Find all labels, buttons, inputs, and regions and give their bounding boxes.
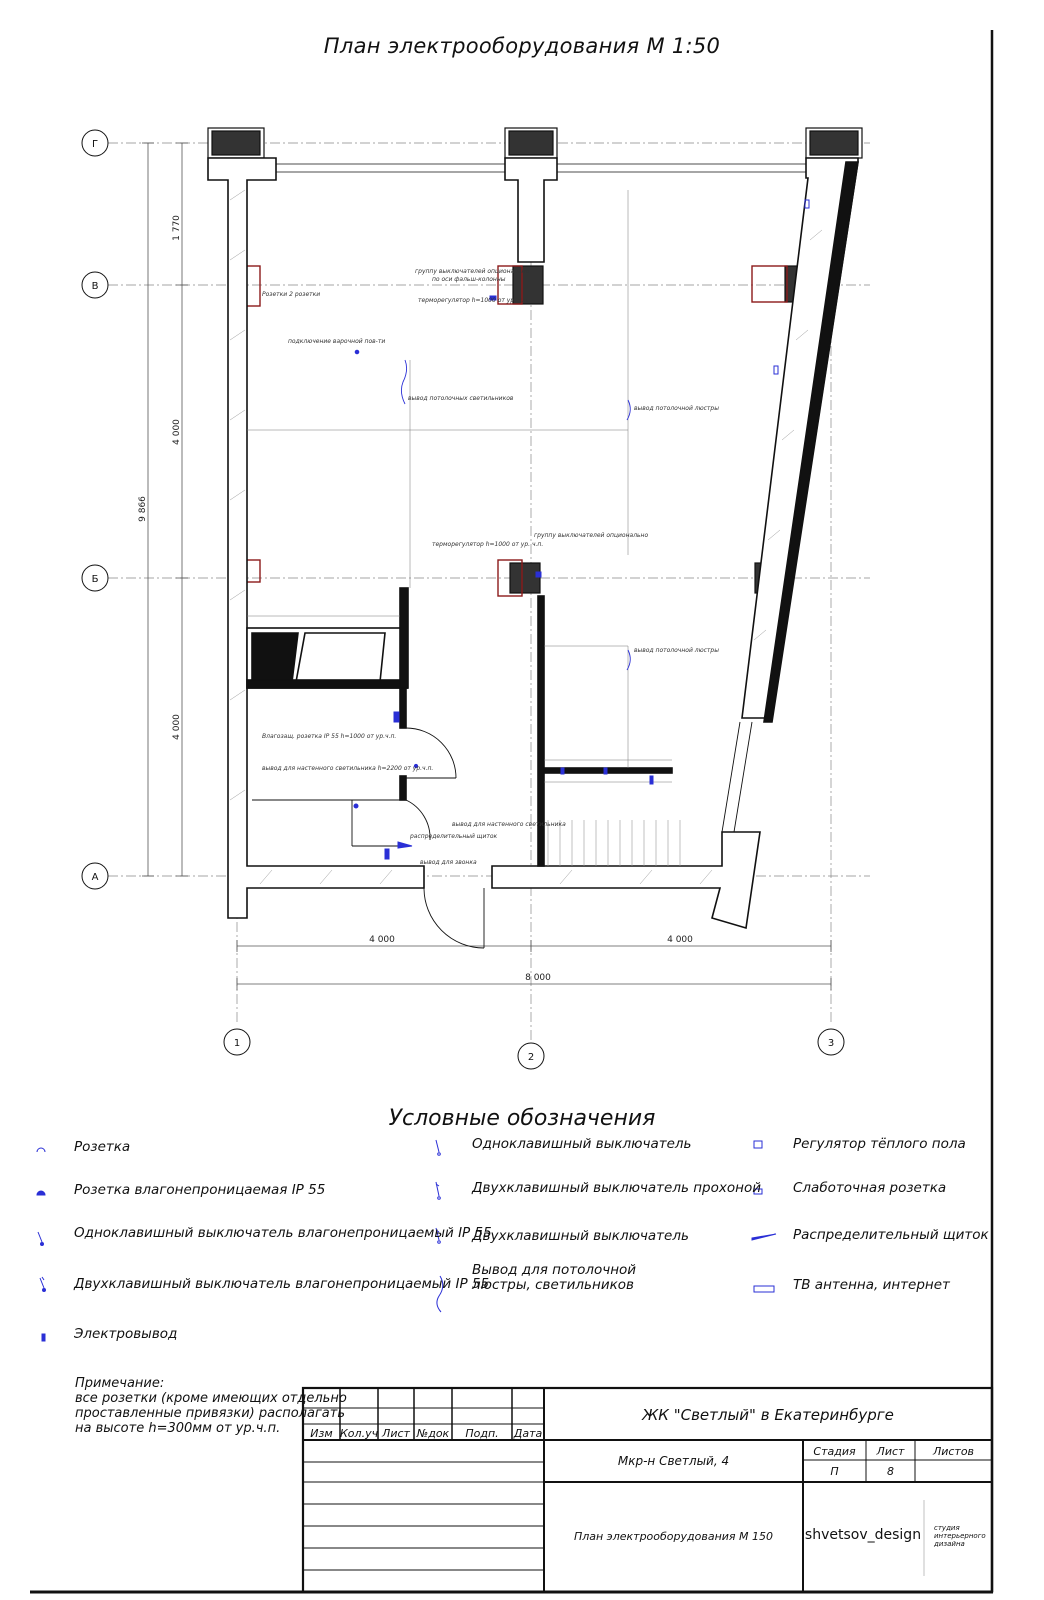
tb-project: ЖК "Светлый" в Екатеринбурге (642, 1406, 894, 1424)
tb-studio-sub: студия интерьерного дизайна (934, 1524, 986, 1548)
tb-col-data: Дата (513, 1427, 543, 1440)
plan-note-panel: распределительный щиток (410, 833, 498, 840)
tb-col-izm: Изм (310, 1427, 333, 1440)
plan-note-cooktop: подключение варочной пов-ти (288, 338, 386, 345)
drawing-title: План электрооборудования М 1:50 (323, 34, 721, 58)
plan-note-thermostat-2: терморегулятор h=1000 от ур. ч.п. (432, 541, 544, 548)
axis-label-1: 1 (233, 1038, 241, 1049)
legend-label-socket: Розетка (74, 1139, 131, 1155)
dim-bottom-total: 8 000 (525, 973, 551, 983)
axis-label-b: Б (91, 574, 99, 585)
tb-col-list: Лист (382, 1427, 410, 1440)
switch-1-ip55-icon (38, 1232, 42, 1242)
note-line-1: все розетки (кроме имеющих отдельно (75, 1391, 347, 1406)
plan-note-sockets: Розетки 2 розетки (262, 291, 321, 298)
tb-stage-value: П (830, 1465, 839, 1478)
tb-col-kolich: Кол.уч (340, 1427, 379, 1440)
plan-note-wall-light-2: вывод для настенного светильника (452, 821, 566, 828)
plan-note-chandelier-1: вывод потолочной люстры (634, 405, 719, 412)
axis-label-v: В (91, 281, 99, 292)
switch-1-icon (436, 1140, 439, 1152)
axis-label-3: 3 (827, 1038, 835, 1049)
tb-sheet-label: Лист (876, 1445, 905, 1458)
legend-label-ceiling-light: Вывод для потолочной люстры, светильников (472, 1262, 637, 1293)
switch-2-ip55-icon (40, 1277, 44, 1288)
socket-ip55-icon (37, 1191, 45, 1195)
axis-label-a: А (91, 872, 99, 883)
legend-label-switch-1-ip55: Одноклавишный выключатель влагонепроницаемый IP 55 (74, 1225, 492, 1241)
tb-stage-label: Стадия (813, 1445, 856, 1458)
dim-bottom-2: 4 000 (667, 935, 693, 945)
socket-icon (37, 1148, 45, 1152)
note-line-2: проставленные привязки) располагать (75, 1406, 345, 1421)
axis-label-g: Г (91, 139, 99, 150)
plan-note-doorbell: вывод для звонка (420, 859, 477, 866)
legend-label-low-current: Слаботочная розетка (793, 1180, 947, 1196)
plan-note-switch-group: группу выключателей опционально (415, 268, 530, 275)
switch-2-pass-icon (436, 1182, 439, 1196)
legend-title: Условные обозначения (388, 1106, 656, 1131)
tb-sheet-value: 8 (887, 1465, 894, 1478)
axis-label-2: 2 (527, 1052, 535, 1063)
legend-label-distribution-board: Распределительный щиток (793, 1227, 989, 1243)
floor-slats (548, 820, 680, 866)
note-line-3: на высоте h=300мм от ур.ч.п. (75, 1421, 281, 1436)
plan-note-chandelier-2: вывод потолочной люстры (634, 647, 719, 654)
tv-internet-icon (754, 1286, 774, 1292)
sheet-frame (30, 30, 993, 1592)
tb-studio: shvetsov_design (804, 1527, 922, 1543)
tb-col-ndoc: №док (416, 1427, 450, 1440)
legend-label-floor-heating: Регулятор тёплого пола (793, 1136, 966, 1152)
power-outlet-icon (42, 1334, 45, 1341)
tb-address: Мкр-н Светлый, 4 (617, 1454, 730, 1468)
distribution-board-icon (752, 1234, 776, 1240)
legend-label-tv-internet: ТВ антенна, интернет (793, 1277, 950, 1293)
legend-label-switch-2: Двухклавишный выключатель (472, 1228, 689, 1244)
plan-note-thermostat: терморегулятор h=1000 от ур. ч.п. (418, 297, 530, 304)
dim-left-total: 9 866 (138, 496, 148, 522)
plan-note-column-axis: по оси фальш-колонны (432, 276, 506, 283)
dim-left-1: 1 770 (172, 215, 182, 241)
dim-left-2: 4 000 (172, 419, 182, 445)
legend-label-power-outlet: Электровывод (74, 1326, 178, 1342)
plan-note-ceiling-lights: вывод потолочных светильников (408, 395, 514, 402)
dim-left-3: 4 000 (172, 714, 182, 740)
legend-label-switch-2-ip55: Двухклавишный выключатель влагонепроницаемый IP 55 (74, 1276, 490, 1292)
plan-note-wall-light: вывод для настенного светильника h=2200 от ур.ч.п. (262, 765, 434, 772)
note-heading: Примечание: (75, 1376, 165, 1391)
plan-note-ip55: Влагозащ. розетка IP 55 h=1000 от ур.ч.п. (262, 733, 397, 740)
legend-label-switch-1: Одноклавишный выключатель (472, 1136, 692, 1152)
tb-sheets-label: Листов (932, 1445, 975, 1458)
dim-bottom-1: 4 000 (369, 935, 395, 945)
floor-heating-icon (754, 1141, 762, 1148)
legend-label-socket-ip55: Розетка влагонепроницаемая IP 55 (74, 1182, 326, 1198)
tb-col-podp: Подп. (465, 1427, 499, 1440)
plan-note-switch-group-2: группу выключателей опционально (534, 532, 649, 539)
legend-label-switch-2-pass: Двухклавишный выключатель прохоной (472, 1180, 761, 1196)
tb-sheet-name: План электрооборудования М 150 (573, 1530, 774, 1543)
